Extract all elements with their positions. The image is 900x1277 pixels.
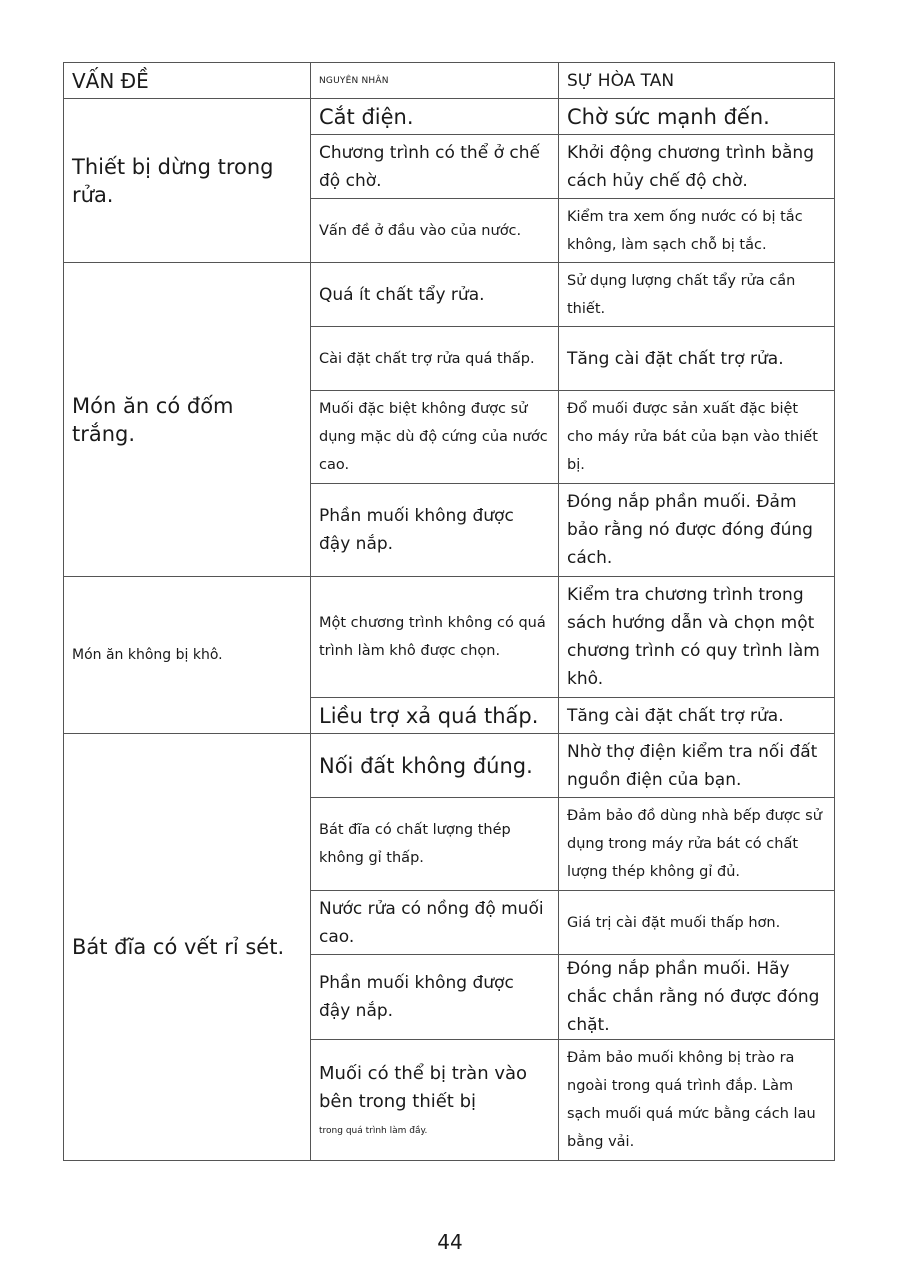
solution-cell: Đảm bảo đồ dùng nhà bếp được sử dụng trong máy rửa bát có chất lượng thép không gỉ đủ. bbox=[559, 798, 835, 891]
problem-cell: Bát đĩa có vết rỉ sét. bbox=[64, 734, 311, 1161]
solution-cell: Tăng cài đặt chất trợ rửa. bbox=[559, 698, 835, 734]
header-cause: NGUYÊN NHÂN bbox=[311, 63, 559, 99]
cause-cell: Cài đặt chất trợ rửa quá thấp. bbox=[311, 327, 559, 391]
cause-cell: Muối đặc biệt không được sử dụng mặc dù độ cứng của nước cao. bbox=[311, 391, 559, 484]
cause-cell: Liều trợ xả quá thấp. bbox=[311, 698, 559, 734]
problem-cell: Món ăn có đốm trắng. bbox=[64, 263, 311, 577]
header-solution: SỰ HÒA TAN bbox=[559, 63, 835, 99]
solution-cell: Đổ muối được sản xuất đặc biệt cho máy rửa bát của bạn vào thiết bị. bbox=[559, 391, 835, 484]
problem-cell: Món ăn không bị khô. bbox=[64, 577, 311, 734]
table-row bbox=[64, 577, 835, 698]
cause-cell: Bát đĩa có chất lượng thép không gỉ thấp. bbox=[311, 798, 559, 891]
cause-text: Muối có thể bị tràn vào bên trong thiết bị bbox=[319, 1063, 528, 1112]
solution-cell: Kiểm tra chương trình trong sách hướng dẫn và chọn một chương trình có quy trình làm khô. bbox=[559, 577, 835, 698]
solution-cell: Nhờ thợ điện kiểm tra nối đất nguồn điện của bạn. bbox=[559, 734, 835, 798]
cause-cell: Phần muối không được đậy nắp. bbox=[311, 484, 559, 577]
solution-cell: Khởi động chương trình bằng cách hủy chế độ chờ. bbox=[559, 135, 835, 199]
cause-cell: Vấn đề ở đầu vào của nước. bbox=[311, 199, 559, 263]
header-row bbox=[64, 63, 835, 99]
cause-cell: Nối đất không đúng. bbox=[311, 734, 559, 798]
cause-cell: Phần muối không được đậy nắp. bbox=[311, 955, 559, 1040]
solution-cell: Đảm bảo muối không bị trào ra ngoài trong quá trình đắp. Làm sạch muối quá mức bằng cách lau bằng vải. bbox=[559, 1040, 835, 1161]
cause-cell: Nước rửa có nồng độ muối cao. bbox=[311, 891, 559, 955]
cause-cell: Chương trình có thể ở chế độ chờ. bbox=[311, 135, 559, 199]
header-problem: VẤN ĐỀ bbox=[64, 63, 311, 99]
solution-cell: Chờ sức mạnh đến. bbox=[559, 99, 835, 135]
page-number: 44 bbox=[437, 1230, 463, 1254]
solution-cell: Tăng cài đặt chất trợ rửa. bbox=[559, 327, 835, 391]
table-row bbox=[64, 734, 835, 798]
problem-cell: Thiết bị dừng trong rửa. bbox=[64, 99, 311, 263]
solution-cell: Đóng nắp phần muối. Hãy chắc chắn rằng nó được đóng chặt. bbox=[559, 955, 835, 1040]
table-row bbox=[64, 99, 835, 135]
solution-cell: Đóng nắp phần muối. Đảm bảo rằng nó được đóng đúng cách. bbox=[559, 484, 835, 577]
cause-note: trong quá trình làm đầy. bbox=[319, 1126, 428, 1136]
solution-cell: Kiểm tra xem ống nước có bị tắc không, làm sạch chỗ bị tắc. bbox=[559, 199, 835, 263]
cause-cell: Một chương trình không có quá trình làm khô được chọn. bbox=[311, 577, 559, 698]
troubleshooting-table bbox=[63, 62, 835, 1161]
solution-cell: Sử dụng lượng chất tẩy rửa cần thiết. bbox=[559, 263, 835, 327]
solution-cell: Giá trị cài đặt muối thấp hơn. bbox=[559, 891, 835, 955]
table-row bbox=[64, 263, 835, 327]
cause-cell: Cắt điện. bbox=[311, 99, 559, 135]
cause-cell bbox=[311, 1040, 559, 1161]
cause-cell: Quá ít chất tẩy rửa. bbox=[311, 263, 559, 327]
